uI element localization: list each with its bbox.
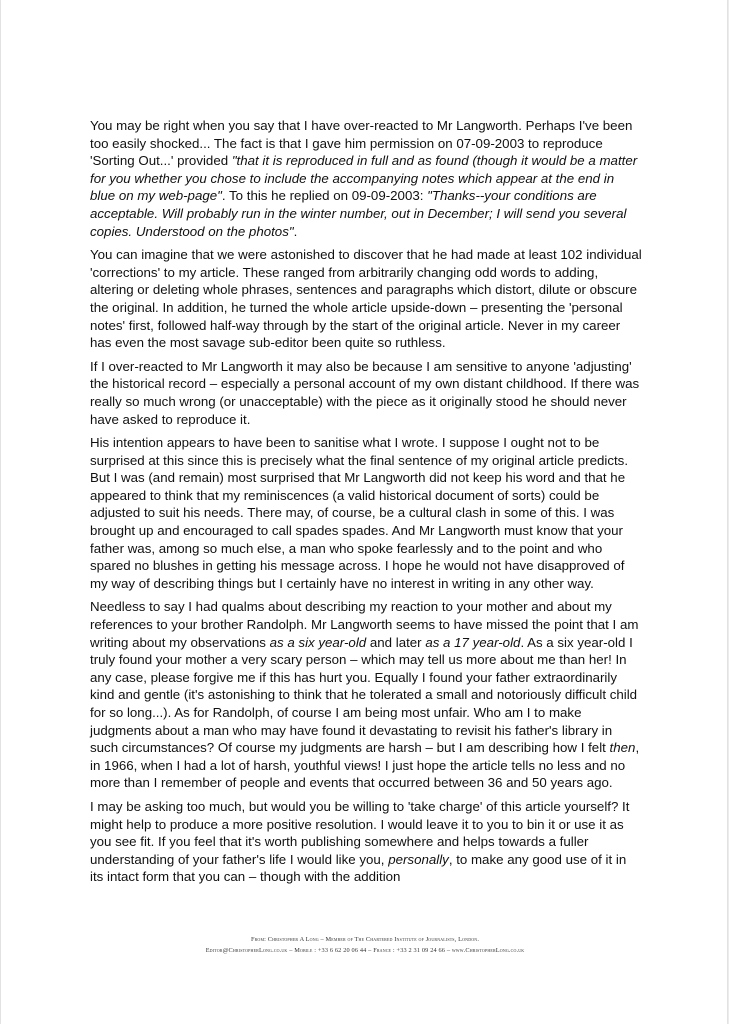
footer-line-2: Editor@ChristopherLong.co.uk – Mobile : +33 6 62 20 06 44 – France : +33 2 31 09 24 66 – www.ChristopherLong.co.uk xyxy=(205,946,525,954)
paragraph-4: His intention appears to have been to sanitise what I wrote. I suppose I ought not to be surprised at this since this is precisely what the final sentence of my original article predicts. But I was (and remain) most surprised that Mr Langworth did not keep his word and that he appeared to think that my reminiscences (a valid historical document of sorts) could be adjusted to suit his needs. There may, of course, be a cultural clash in some of this. I was brought up and encouraged to call spades spades. And Mr Langworth must know that your father was, among so much else, a man who spoke fearlessly and to the point and who spared no blushes in getting his message across. I hope he would not have disapproved of my way of describing things but I certainly have no interest in writing in any other way. xyxy=(90,435,629,591)
paragraph-6 xyxy=(90,798,642,886)
italic-text-run: as a 17 year-old xyxy=(425,634,521,650)
text-run: , to make any good use of it in its intact form that you can – though with the addition xyxy=(90,851,627,885)
letterhead-footer xyxy=(61,935,669,956)
italic-text-run: then xyxy=(609,740,636,756)
text-run: Needless to say I had qualms about describing my reaction to your mother and about my references to your brother Randolph. Mr Langworth seems to have missed the point that I am writing about my observations xyxy=(90,599,639,650)
text-run: . To this he replied on 09-09-2003: xyxy=(221,188,428,204)
footer-line-1: From: Christopher A Long – Member of The Chartered Institute of Journalists, London. xyxy=(250,936,480,943)
italic-text-run: personally xyxy=(388,851,449,867)
text-run: You may be right when you say that I have over-reacted to Mr Langworth. Perhaps I've been too easily shocked... The fact is that I gave him permission on 07-09-2003 to reproduce 'Sorting Out...' provided xyxy=(90,118,633,169)
paragraph-1 xyxy=(90,117,642,240)
paragraph-2: You can imagine that we were astonished to discover that he had made at least 102 individual 'corrections' to my article. These ranged from arbitrarily changing odd words to adding, altering or deleting whole phrases, sentences and paragraphs which distort, dilute or obscure the original. In addition, he turned the whole article upside-down – presenting the 'personal notes' first, followed half-way through by the start of the original article. Never in my career has even the most savage sub-editor been quite so ruthless. xyxy=(90,247,642,351)
text-run: I may be asking too much, but would you be willing to 'take charge' of this article yourself? It might help to produce a more positive resolution. I would leave it to you to bin it or use it as you see fit. If you feel that it's worth publishing somewhere and helps towards a fuller understanding of your father's life I would like you, xyxy=(90,798,630,867)
text-run: and later xyxy=(366,634,426,650)
text-run: . xyxy=(293,223,298,239)
paragraph-3: If I over-reacted to Mr Langworth it may also be because I am sensitive to anyone 'adjusting' the historical record – especially a personal account of my own distant childhood. If there was really so much wrong (or unacceptable) with the piece as it originally stood he should never have asked to reproduce it. xyxy=(90,358,640,427)
document-page xyxy=(1,0,727,1024)
text-run: , in 1966, when I had a lot of harsh, youthful views! I just hope the article tells no less and no more than I remember of people and events that occurred between 36 and 50 years ago. xyxy=(90,740,640,791)
italic-text-run: as a six year-old xyxy=(269,634,367,650)
paragraph-5 xyxy=(90,598,642,792)
text-run: . As a six year-old I truly found your mother a very scary person – which may tell us more about me than her! In any case, please forgive me if this has hurt you. Equally I found your father extraordinarily kind and gentle (it's astonishing to think that he tolerated a small and notoriously difficult child for so long...). As for Randolph, of course I am being most unfair. Who am I to make judgments about a man who may have found it devastating to revisit his father's library in such circumstances? Of course my judgments are harsh – but I am describing how I felt xyxy=(90,634,638,756)
letter-body xyxy=(90,117,642,892)
italic-text-run: "that it is reproduced in full and as found (though it would be a matter for you whether you chose to include the accompanying notes which appear at the end in blue on my web-page" xyxy=(90,153,638,204)
italic-text-run: "Thanks--your conditions are acceptable. Will probably run in the winter number, out in December; I will send you several copies. Understood on the photos" xyxy=(90,188,627,239)
